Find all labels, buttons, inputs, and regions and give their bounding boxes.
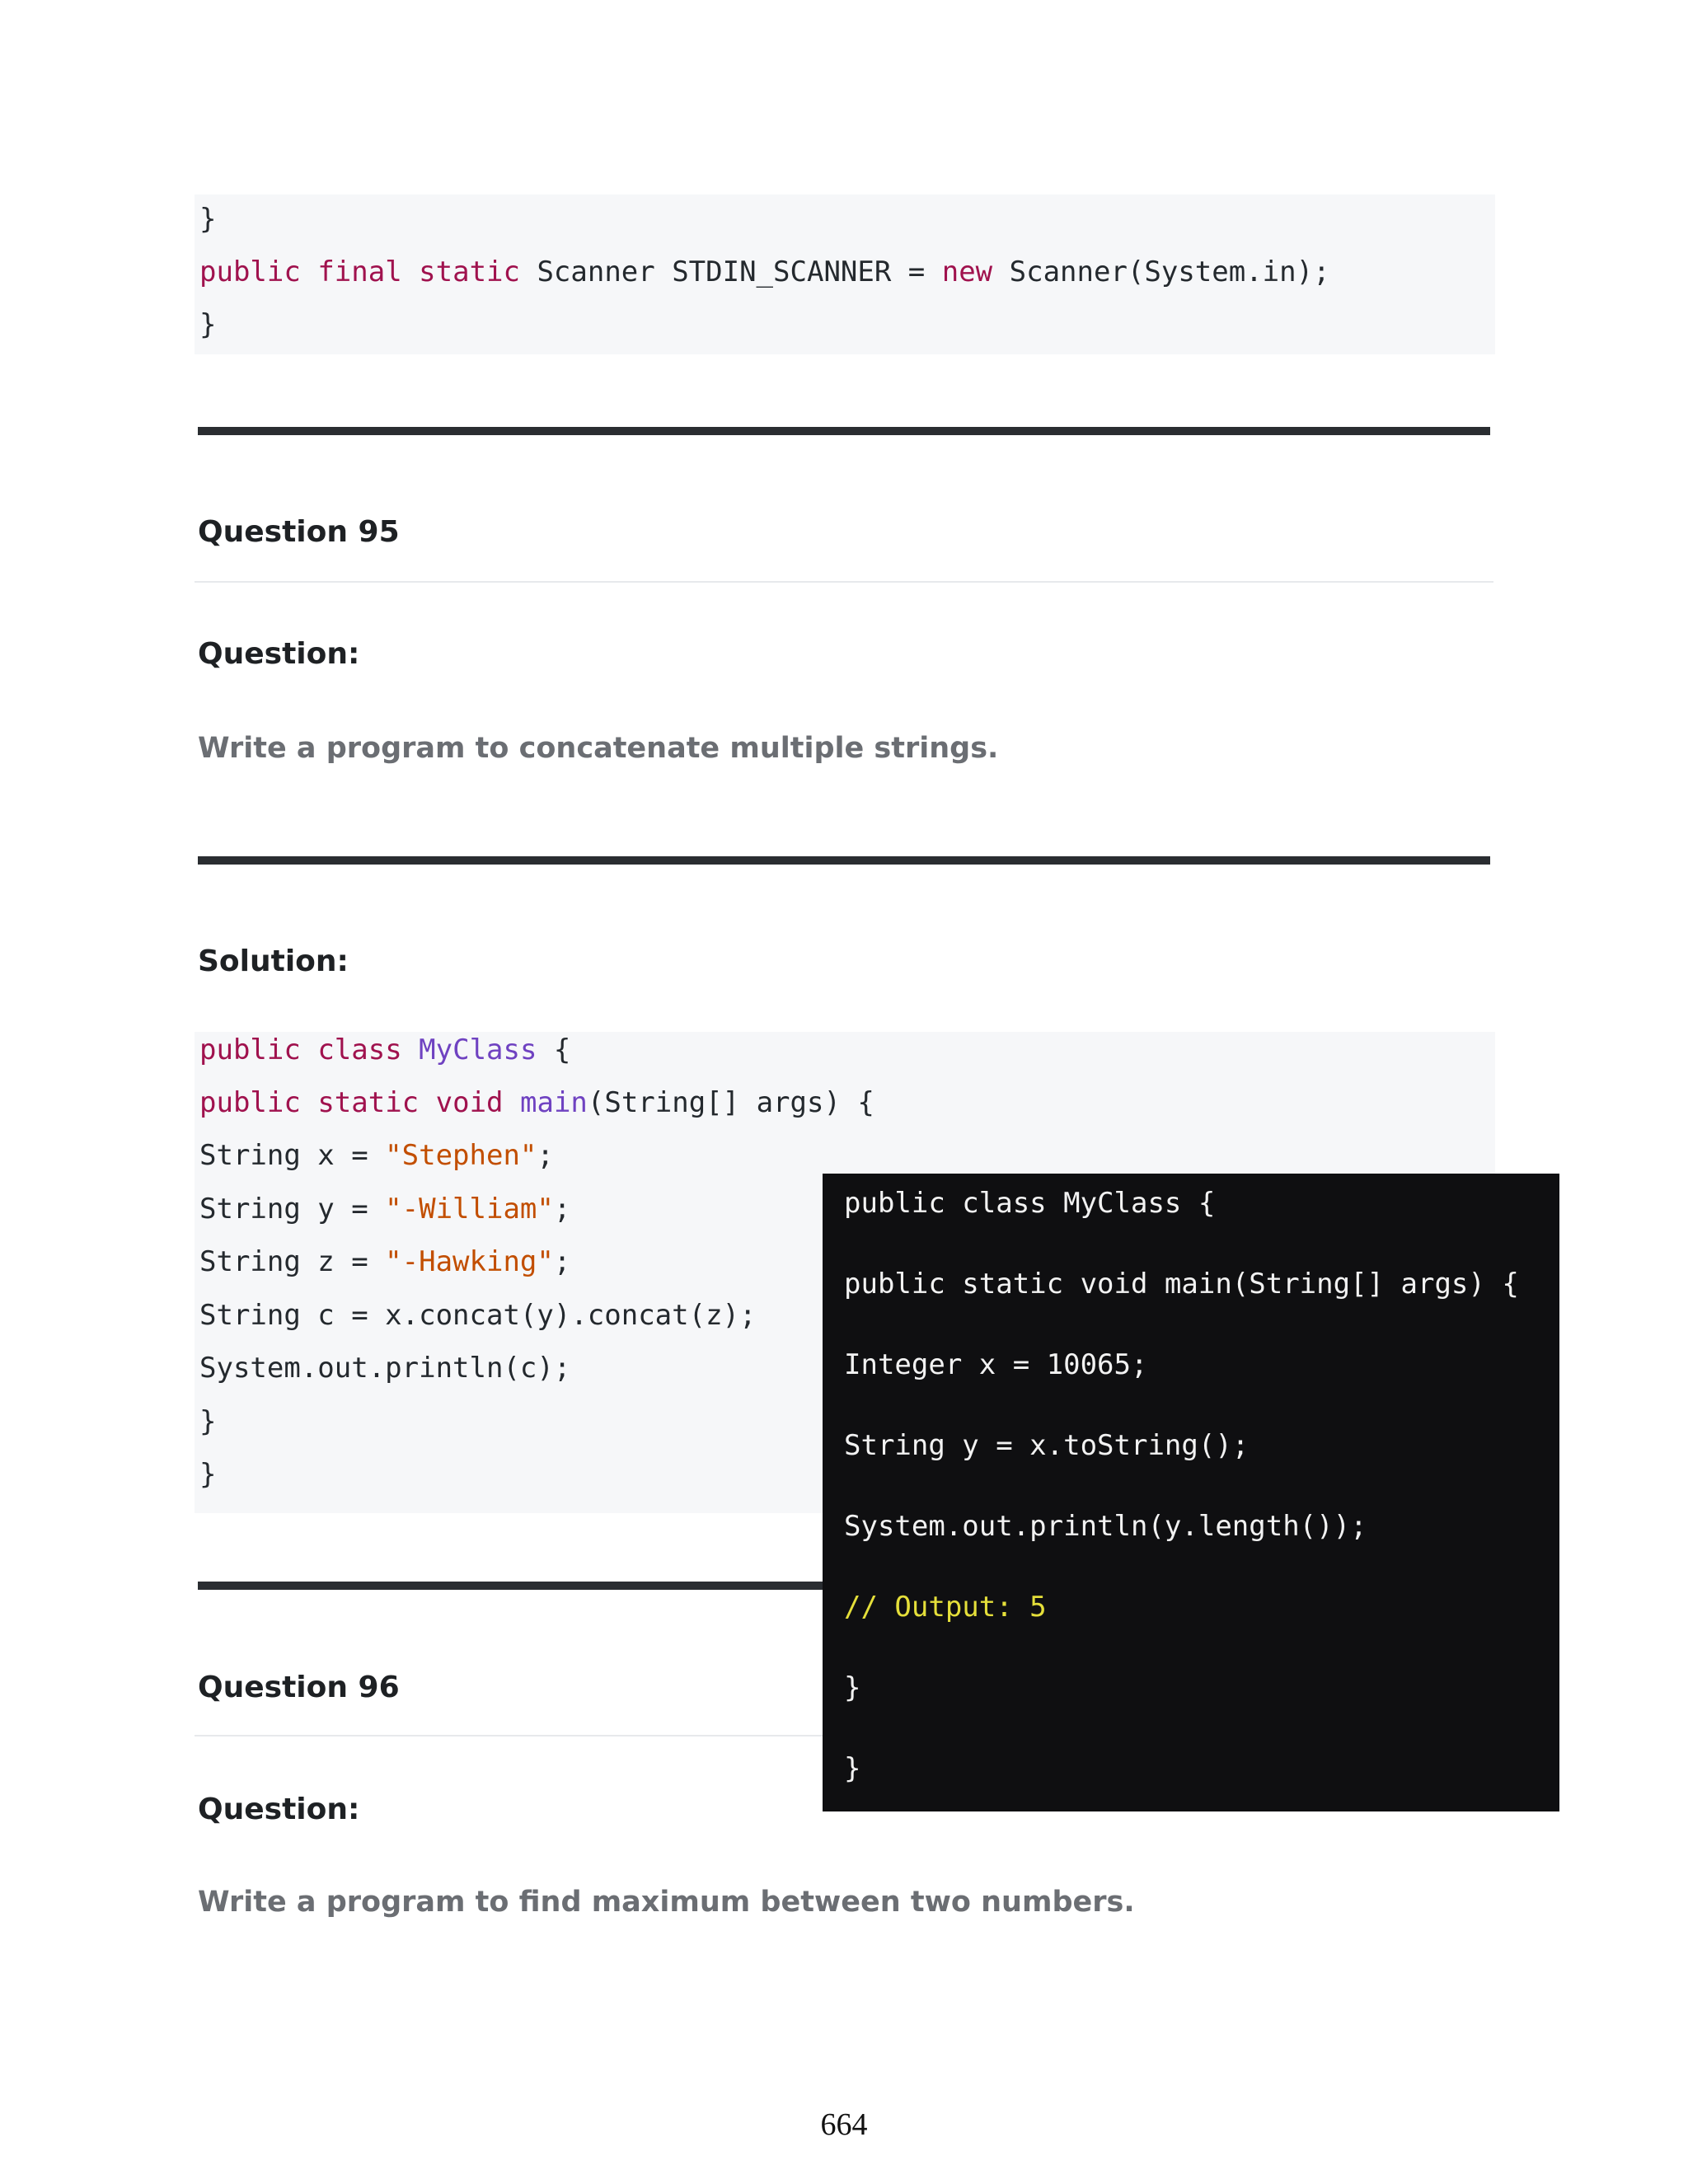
code-text: Scanner(System.in); (992, 255, 1330, 288)
code-line (199, 1405, 216, 1438)
code-string: "-William" (385, 1193, 554, 1226)
solution-label: Solution: (198, 944, 349, 978)
code-text: } (199, 1405, 217, 1438)
code-text: ; (553, 1245, 571, 1278)
code-line (199, 1352, 570, 1385)
code-keyword: void (435, 1086, 504, 1119)
question-95-title: Question 95 (198, 515, 400, 549)
code-line (199, 1139, 554, 1172)
code-text: Scanner STDIN_SCANNER = (519, 255, 942, 288)
code-line (199, 1193, 570, 1226)
code-keyword: public (199, 1086, 301, 1119)
code-text: String y = (199, 1193, 386, 1226)
code-text: (String[] args) { (587, 1086, 874, 1119)
code-text: System.out.println(c); (199, 1352, 571, 1385)
overlay-code-line: } (844, 1671, 861, 1704)
code-keyword: final (317, 255, 402, 288)
code-text: String c = x.concat(y).concat(z); (199, 1299, 757, 1332)
code-text: { (537, 1033, 571, 1066)
question-96-title: Question 96 (198, 1671, 400, 1704)
code-text: } (199, 1458, 217, 1491)
code-string: "-Hawking" (385, 1245, 554, 1278)
code-keyword: class (317, 1033, 402, 1066)
overlay-code-line: public class MyClass { (844, 1187, 1216, 1220)
overlay-code-line: System.out.println(y.length()); (844, 1510, 1367, 1543)
question-prompt: Write a program to concatenate multiple strings. (198, 732, 999, 765)
code-text: ; (537, 1139, 554, 1172)
question-prompt: Write a program to find maximum between two numbers. (198, 1886, 1135, 1919)
heading-underline (195, 581, 1493, 583)
code-line (199, 1033, 570, 1066)
code-text: } (199, 308, 217, 341)
overlay-code-panel (823, 1174, 1559, 1811)
code-line (199, 203, 216, 236)
code-keyword: new (941, 255, 993, 288)
section-divider (198, 856, 1490, 865)
code-line (199, 1299, 757, 1332)
code-string: "Stephen" (385, 1139, 537, 1172)
code-text: String x = (199, 1139, 386, 1172)
code-text: } (199, 203, 217, 236)
question-label: Question: (198, 1793, 360, 1826)
overlay-code-line: Integer x = 10065; (844, 1348, 1148, 1381)
code-text: String z = (199, 1245, 386, 1278)
code-line (199, 1245, 570, 1278)
code-keyword: static (317, 1086, 420, 1119)
code-line (199, 255, 1330, 288)
overlay-code-line: public static void main(String[] args) { (844, 1268, 1519, 1301)
question-label: Question: (198, 637, 360, 671)
code-function-name: main (520, 1086, 588, 1119)
code-keyword: public (199, 1033, 301, 1066)
overlay-code-comment: // Output: 5 (844, 1591, 1047, 1624)
overlay-code-line: } (844, 1752, 861, 1785)
previous-code-block (195, 194, 1495, 354)
code-class-name: MyClass (419, 1033, 537, 1066)
overlay-code-line: String y = x.toString(); (844, 1429, 1250, 1462)
section-divider (198, 427, 1490, 435)
code-keyword: static (419, 255, 520, 288)
page-number: 664 (820, 2107, 868, 2142)
code-line (199, 308, 216, 341)
code-line (199, 1458, 216, 1491)
code-keyword: public (199, 255, 301, 288)
code-line (199, 1086, 874, 1119)
code-text: ; (553, 1193, 571, 1226)
